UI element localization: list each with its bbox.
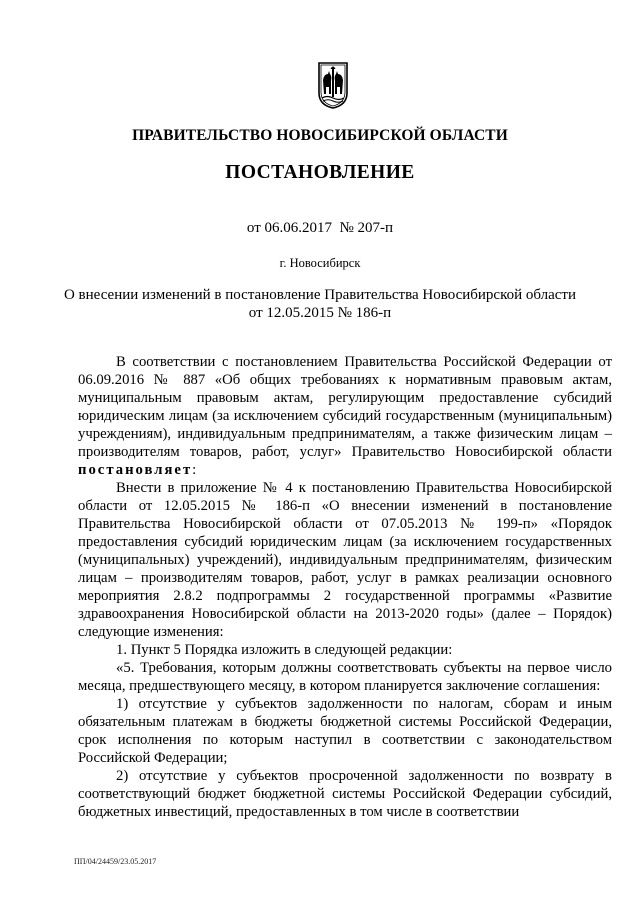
paragraph-requirement-1: 1) отсутствие у субъектов задолженности по налогам, сборам и иным обязательным платежам в бюджеты бюджетной системы Российской Федерации, срок исполнения по которым наступил в соответствии с законодательством Российской Федерации; [78,696,612,766]
preamble-decree-word: постановляет [78,462,193,478]
document-city: г. Новосибирск [279,256,361,270]
subject-line-1: О внесении изменений в постановление Правительства Новосибирской области [63,287,577,303]
organization-name: ПРАВИТЕЛЬСТВО НОВОСИБИРСКОЙ ОБЛАСТИ [132,127,508,144]
document-footer-code: ПП/04/24459/23.05.2017 [74,857,157,866]
document-date-number: от 06.06.2017 № 207-п [246,220,394,236]
document-body [78,353,612,821]
paragraph-item-1: 1. Пункт 5 Порядка изложить в следующей редакции: [116,642,453,658]
preamble-text: В соответствии с постановлением Правительства Российской Федерации от 06.09.2016 № 887 «Об общих требованиях к нормативным правовым актам, муниципальным правовым актам, регулирующим предоставление субсидий юридическим лицам (за исключением субсидий государственным (муниципальным) учреждениям), индивидуальным предпринимателям, а также физическим лицам – производителям товаров, работ, услуг» Правительство Новосибирской области [78,354,612,460]
paragraph-preamble [78,353,612,479]
paragraph-amendment-intro: Внести в приложение № 4 к постановлению Правительства Новосибирской области от 12.05.2015 № 186-п «О внесении изменений в постановление Правительства Новосибирской области от 07.05.2013 № 199-п» «Порядок предоставления субсидий юридическим лицам (за исключением государственных (муниципальных) учреждений), индивидуальным предпринимателям, физическим лицам – производителям товаров, работ, услуг в рамках реализации основного мероприятия 2.8.2 подпрограммы 2 государственной программы «Развитие здравоохранения Новосибирской области на 2013-2020 годы» (далее – Порядок) следующие изменения: [78,480,612,640]
paragraph-clause-5: «5. Требования, которым должны соответствовать субъекты на первое число месяца, предшествующего месяцу, в котором планируется заключение соглашения: [78,660,612,694]
paragraph-requirement-2: 2) отсутствие у субъектов просроченной задолженности по возврату в соответствующий бюджет бюджетной системы Российской Федерации субсидий, бюджетных инвестиций, предоставленных в том числе в соответствии [78,768,612,820]
subject-line-2: от 12.05.2015 № 186-п [248,305,392,321]
preamble-colon: : [192,462,197,478]
document-type: ПОСТАНОВЛЕНИЕ [225,162,415,183]
novosibirsk-coat-of-arms-icon [313,60,353,110]
